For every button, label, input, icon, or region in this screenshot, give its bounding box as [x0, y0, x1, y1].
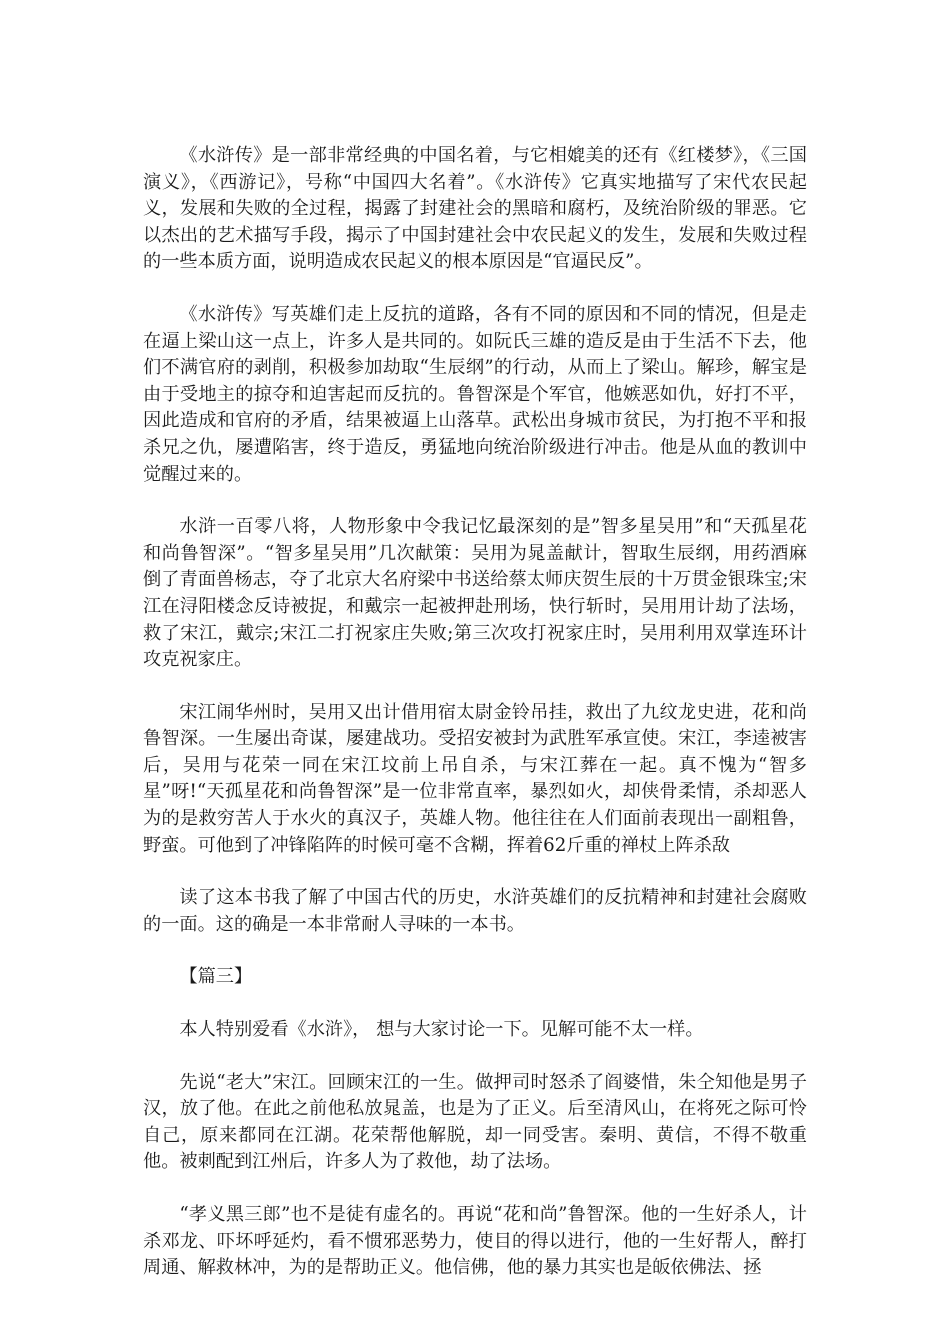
paragraph-4: 宋江闹华州时，吴用又出计借用宿太尉金铃吊挂，救出了九纹龙史进，花和尚鲁智深。一生屡出奇谋，屡建战功。受招安被封为武胜军承宣使。宋江，李逵被害后，吴用与花荣一同在宋江坟前上吊自杀，与宋江葬在一起。真不愧为“智多星”呀!“天孤星花和尚鲁智深”是一位非常直率，暴烈如火，却侠骨柔情，杀却恶人为的是救穷苦人于水火的真汉子，英雄人物。他往往在人们面前表现出一副粗鲁，野蛮。可他到了冲锋陷阵的时候可毫不含糊，挥着62斤重的禅杖上阵杀敌: [143, 701, 807, 856]
paragraph-6: 本人特别爱看《水浒》， 想与大家讨论一下。见解可能不太一样。: [179, 1019, 704, 1041]
paragraph-1: 《水浒传》是一部非常经典的中国名着，与它相媲美的还有《红楼梦》，《三国演义》，《西游记》，号称“中国四大名着”。《水浒传》它真实地描写了宋代农民起义，发展和失败的全过程，揭露了封建社会的黑暗和腐朽，及统治阶级的罪恶。它以杰出的艺术描写手段，揭示了中国封建社会中农民起义的发生，发展和失败过程的一些本质方面，说明造成农民起义的根本原因是“官逼民反”。: [143, 145, 807, 273]
paragraph-5: 读了这本书我了解了中国古代的历史，水浒英雄们的反抗精神和封建社会腐败的一面。这的确是一本非常耐人寻味的一本书。: [143, 887, 807, 935]
paragraph-7: 先说“老大”宋江。回顾宋江的一生。做押司时怒杀了阎婆惜，朱仝知他是男子汉，放了他。在此之前他私放晁盖，也是为了正义。后至清风山，在将死之际可怜自己，原来都同在江湖。花荣帮他解脱，却一同受害。秦明、黄信，不得不敬重他。被刺配到江州后，许多人为了救他，劫了法场。: [143, 1071, 807, 1173]
paragraph-2: 《水浒传》写英雄们走上反抗的道路，各有不同的原因和不同的情况，但是走在逼上梁山这一点上，许多人是共同的。如阮氏三雄的造反是由于生活不下去，他们不满官府的剥削，积极参加劫取“生辰纲”的行动，从而上了梁山。解珍，解宝是由于受地主的掠夺和迫害起而反抗的。鲁智深是个军官，他嫉恶如仇，好打不平，因此造成和官府的矛盾，结果被逼上山落草。武松出身城市贫民，为打抱不平和报杀兄之仇，屡遭陷害，终于造反，勇猛地向统治阶级进行冲击。他是从血的教训中觉醒过来的。: [143, 303, 807, 485]
section-heading: 【篇三】: [179, 966, 253, 988]
paragraph-8: “孝义黑三郎”也不是徒有虚名的。再说“花和尚”鲁智深。他的一生好杀人，计杀邓龙、吓坏呼延灼，看不惯邪恶势力，使目的得以进行，他的一生好帮人，醉打周通、解救林冲，为的是帮助正义。他信佛，他的暴力其实也是皈依佛法、拯: [143, 1204, 807, 1279]
paragraph-3: 水浒一百零八将，人物形象中令我记忆最深刻的是”智多星吴用”和“天孤星花和尚鲁智深”。“智多星吴用”几次献策：吴用为晁盖献计，智取生辰纲，用药酒麻倒了青面兽杨志，夺了北京大名府梁中书送给蔡太师庆贺生辰的十万贯金银珠宝;宋江在浔阳楼念反诗被捉，和戴宗一起被押赴刑场，快行斩时，吴用用计劫了法场，救了宋江，戴宗;宋江二打祝家庄失败;第三次攻打祝家庄时，吴用利用双掌连环计攻克祝家庄。: [143, 516, 807, 671]
document-page: [143, 143, 807, 1282]
